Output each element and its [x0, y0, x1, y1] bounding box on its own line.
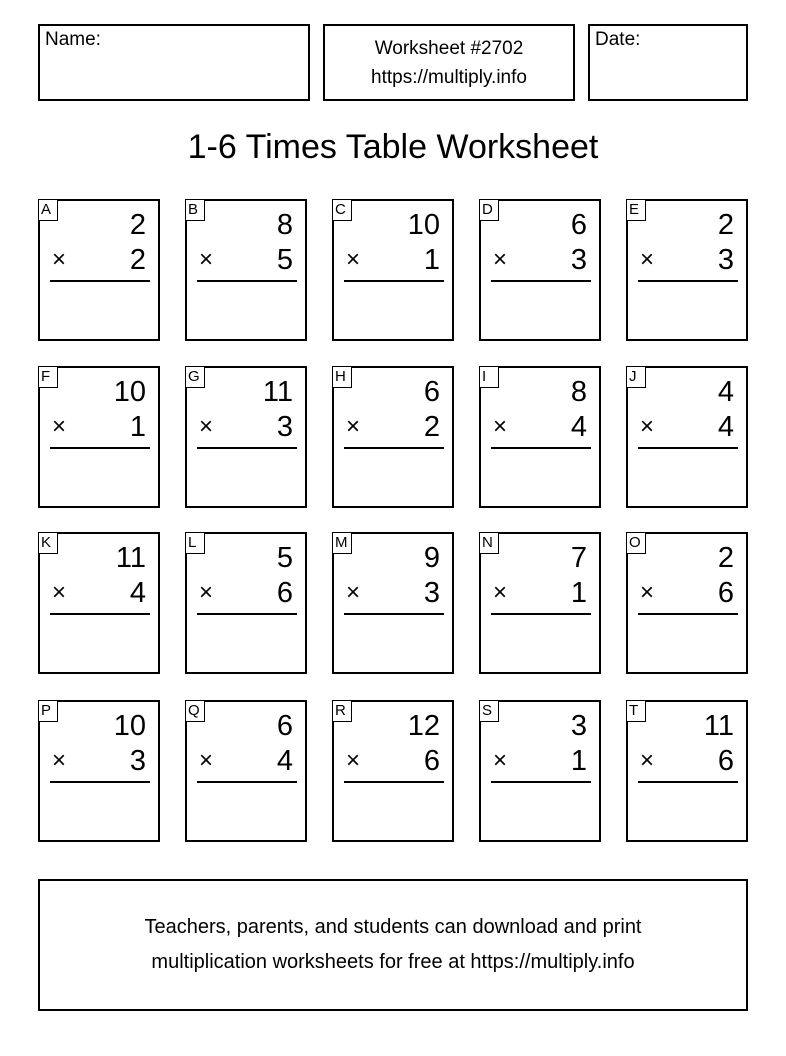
- answer-line: [638, 613, 738, 615]
- multiplier: 6: [717, 577, 734, 609]
- multiplier: 4: [129, 577, 146, 609]
- answer-line: [197, 613, 297, 615]
- problem-letter: Q: [186, 701, 205, 722]
- multiplier: 3: [717, 244, 734, 276]
- worksheet-number: Worksheet #2702: [374, 37, 524, 59]
- problem-letter: K: [39, 533, 58, 554]
- problem-letter: C: [333, 200, 352, 221]
- problem-card[interactable]: [38, 532, 160, 674]
- multiplier: 1: [423, 244, 440, 276]
- problem-letter: P: [39, 701, 58, 722]
- problem-letter: O: [627, 533, 646, 554]
- times-sign: ×: [199, 413, 214, 440]
- problem-card[interactable]: [332, 532, 454, 674]
- answer-line: [197, 280, 297, 282]
- multiplicand: 10: [113, 710, 146, 742]
- answer-line: [491, 447, 591, 449]
- multiplicand: 10: [407, 209, 440, 241]
- multiplier: 1: [570, 745, 587, 777]
- multiplicand: 2: [129, 209, 146, 241]
- answer-line: [344, 613, 444, 615]
- page-title: 1-6 Times Table Worksheet: [187, 128, 599, 166]
- problem-card[interactable]: [626, 199, 748, 341]
- multiplicand: 11: [703, 710, 734, 742]
- multiplicand: 5: [276, 542, 293, 574]
- worksheet-url: https://multiply.info: [371, 66, 527, 88]
- problem-letter: T: [627, 701, 646, 722]
- problem-card[interactable]: [332, 199, 454, 341]
- multiplier: 4: [717, 411, 734, 443]
- answer-line: [344, 781, 444, 783]
- multiplier: 2: [423, 411, 440, 443]
- multiplier: 3: [423, 577, 440, 609]
- times-sign: ×: [52, 747, 67, 774]
- times-sign: ×: [493, 413, 508, 440]
- answer-line: [344, 447, 444, 449]
- multiplicand: 9: [423, 542, 440, 574]
- problem-letter: G: [186, 367, 205, 388]
- multiplicand: 12: [407, 710, 440, 742]
- times-sign: ×: [52, 413, 67, 440]
- problem-letter: N: [480, 533, 499, 554]
- problem-letter: L: [186, 533, 205, 554]
- problem-card[interactable]: [626, 366, 748, 508]
- answer-line: [50, 613, 150, 615]
- times-sign: ×: [52, 246, 67, 273]
- multiplier: 6: [276, 577, 293, 609]
- answer-line: [638, 781, 738, 783]
- multiplier: 3: [570, 244, 587, 276]
- problem-card[interactable]: [626, 532, 748, 674]
- multiplier: 4: [276, 745, 293, 777]
- answer-line: [638, 447, 738, 449]
- multiplicand: 2: [717, 542, 734, 574]
- problem-card[interactable]: [38, 366, 160, 508]
- multiplier: 1: [129, 411, 146, 443]
- multiplicand: 10: [113, 376, 146, 408]
- problem-card[interactable]: [332, 366, 454, 508]
- problem-letter: A: [39, 200, 58, 221]
- multiplier: 6: [423, 745, 440, 777]
- multiplier: 5: [276, 244, 293, 276]
- worksheet-info-box: [323, 24, 575, 101]
- multiplicand: 4: [717, 376, 734, 408]
- multiplier: 6: [717, 745, 734, 777]
- answer-line: [197, 781, 297, 783]
- problem-letter: E: [627, 200, 646, 221]
- name-field-box[interactable]: [38, 24, 310, 101]
- problem-letter: I: [480, 367, 499, 388]
- multiplicand: 11: [262, 376, 293, 408]
- times-sign: ×: [199, 747, 214, 774]
- answer-line: [491, 781, 591, 783]
- times-sign: ×: [199, 246, 214, 273]
- times-sign: ×: [640, 579, 655, 606]
- times-sign: ×: [52, 579, 67, 606]
- problem-card[interactable]: [479, 700, 601, 842]
- problem-card[interactable]: [38, 199, 160, 341]
- multiplier: 3: [129, 745, 146, 777]
- multiplicand: 6: [276, 710, 293, 742]
- problem-card[interactable]: [185, 532, 307, 674]
- answer-line: [491, 280, 591, 282]
- multiplicand: 3: [570, 710, 587, 742]
- problem-card[interactable]: [479, 532, 601, 674]
- times-sign: ×: [640, 747, 655, 774]
- answer-line: [50, 280, 150, 282]
- problem-card[interactable]: [479, 199, 601, 341]
- footer-line-2: multiplication worksheets for free at https://multiply.info: [151, 951, 635, 973]
- problem-letter: H: [333, 367, 352, 388]
- times-sign: ×: [346, 246, 361, 273]
- answer-line: [197, 447, 297, 449]
- problem-card[interactable]: [38, 700, 160, 842]
- problem-letter: F: [39, 367, 58, 388]
- multiplier: 2: [129, 244, 146, 276]
- answer-line: [491, 613, 591, 615]
- date-label: Date:: [595, 29, 641, 50]
- problem-letter: M: [333, 533, 352, 554]
- multiplier: 4: [570, 411, 587, 443]
- multiplicand: 2: [717, 209, 734, 241]
- answer-line: [344, 280, 444, 282]
- times-sign: ×: [346, 579, 361, 606]
- name-label: Name:: [45, 29, 101, 50]
- problem-card[interactable]: [626, 700, 748, 842]
- problem-card[interactable]: [332, 700, 454, 842]
- footer-line-1: Teachers, parents, and students can download and print: [144, 916, 642, 938]
- date-field-box[interactable]: [588, 24, 748, 101]
- problem-card[interactable]: [479, 366, 601, 508]
- multiplicand: 11: [115, 542, 146, 574]
- times-sign: ×: [640, 413, 655, 440]
- multiplicand: 8: [276, 209, 293, 241]
- multiplier: 3: [276, 411, 293, 443]
- answer-line: [638, 280, 738, 282]
- problem-letter: J: [627, 367, 646, 388]
- times-sign: ×: [640, 246, 655, 273]
- multiplicand: 6: [423, 376, 440, 408]
- answer-line: [50, 447, 150, 449]
- times-sign: ×: [199, 579, 214, 606]
- multiplier: 1: [570, 577, 587, 609]
- times-sign: ×: [493, 246, 508, 273]
- answer-line: [50, 781, 150, 783]
- times-sign: ×: [346, 747, 361, 774]
- times-sign: ×: [346, 413, 361, 440]
- problem-card[interactable]: [185, 199, 307, 341]
- multiplicand: 7: [570, 542, 587, 574]
- multiplicand: 6: [570, 209, 587, 241]
- problem-card[interactable]: [185, 700, 307, 842]
- times-sign: ×: [493, 747, 508, 774]
- problem-letter: R: [333, 701, 352, 722]
- times-sign: ×: [493, 579, 508, 606]
- problem-letter: D: [480, 200, 499, 221]
- problem-letter: B: [186, 200, 205, 221]
- footer-note: [38, 879, 748, 1011]
- problem-card[interactable]: [185, 366, 307, 508]
- problem-letter: S: [480, 701, 499, 722]
- multiplicand: 8: [570, 376, 587, 408]
